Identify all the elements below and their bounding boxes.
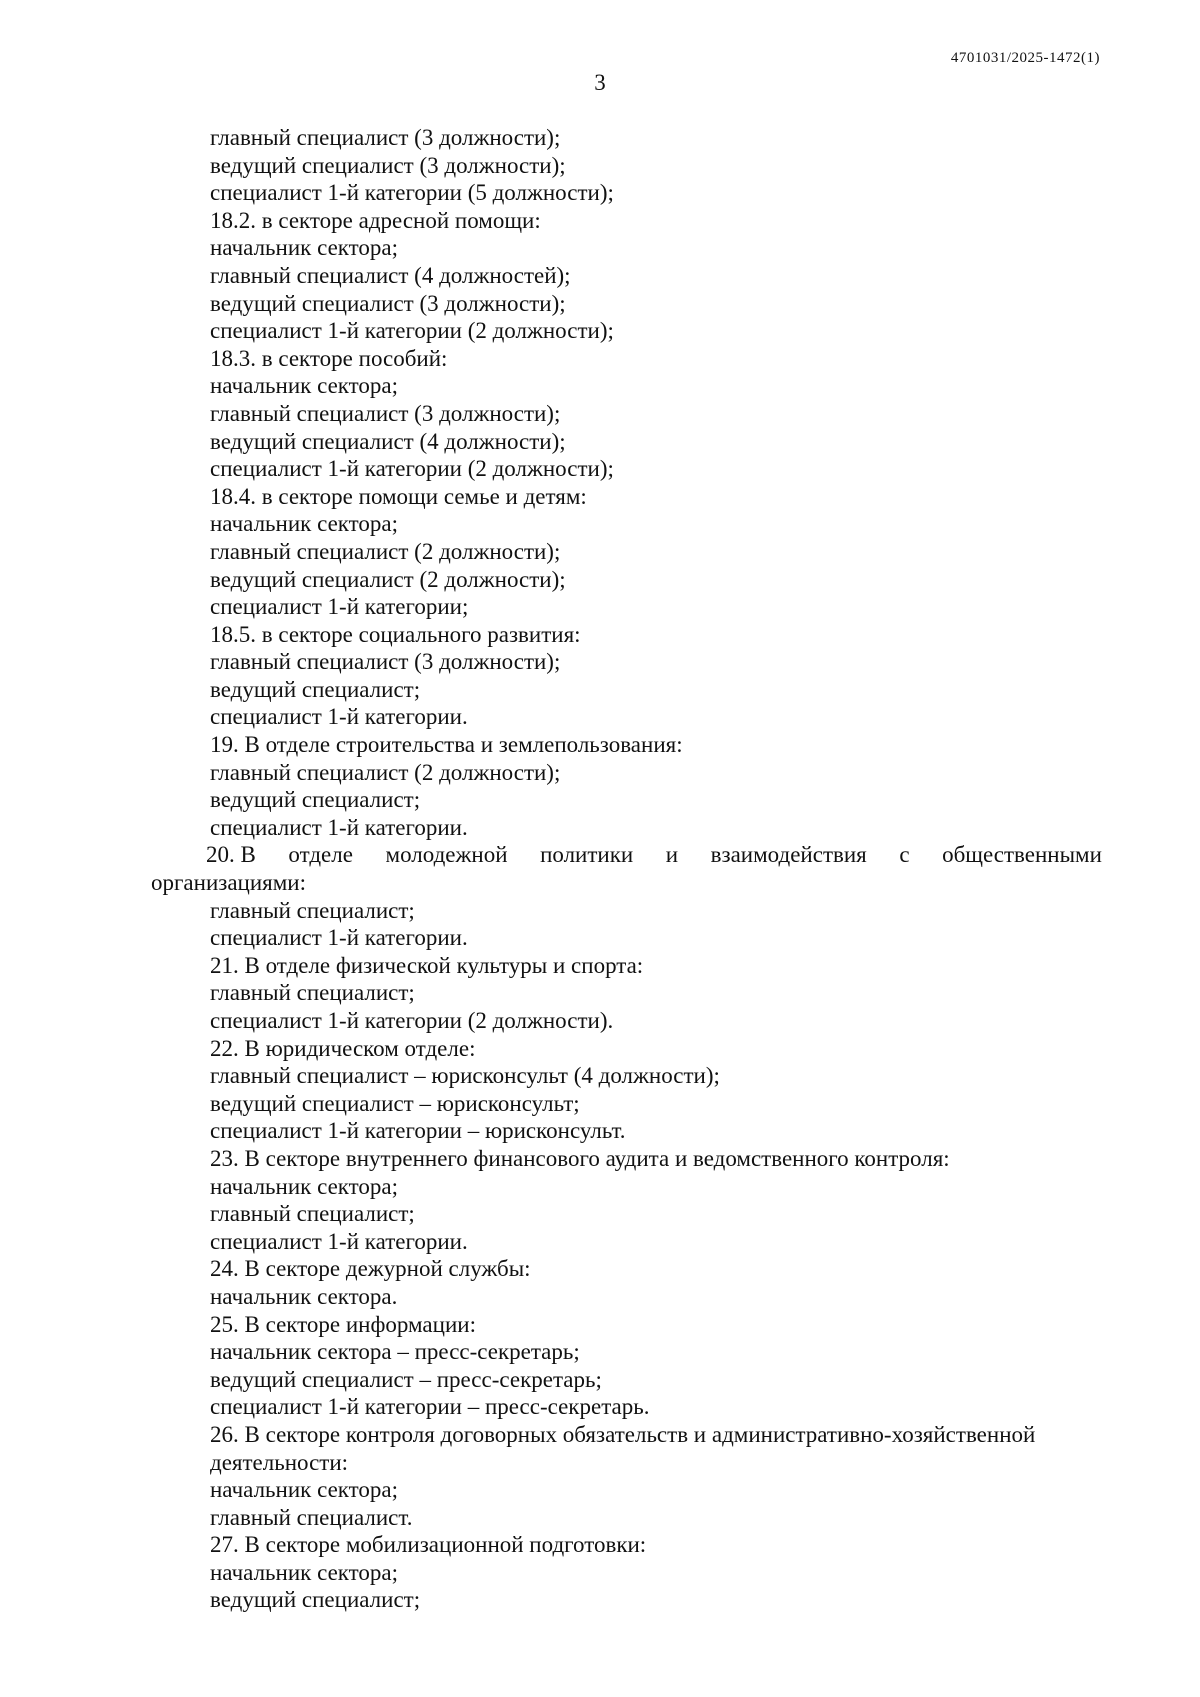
list-item: специалист 1-й категории. xyxy=(210,1228,468,1254)
list-item: специалист 1-й категории – пресс-секретарь. xyxy=(210,1394,650,1420)
list-item: начальник сектора – пресс-секретарь; xyxy=(210,1339,580,1365)
list-item: ведущий специалист – пресс-секретарь; xyxy=(210,1366,602,1392)
document-body xyxy=(151,124,1110,1614)
list-item: главный специалист (3 должности); xyxy=(210,400,561,426)
list-item: главный специалист – юрисконсульт (4 должности); xyxy=(210,1063,720,1089)
list-item: главный специалист; xyxy=(210,980,415,1006)
heading-word: взаимодействия xyxy=(710,842,867,868)
heading-word: и xyxy=(665,842,679,868)
list-item: ведущий специалист; xyxy=(210,676,421,702)
section-heading-25: 25. В секторе информации: xyxy=(210,1311,476,1337)
list-item: главный специалист; xyxy=(210,1201,415,1227)
list-item: специалист 1-й категории. xyxy=(210,704,468,730)
list-item: ведущий специалист; xyxy=(210,787,421,813)
list-item: ведущий специалист (3 должности); xyxy=(210,152,566,178)
section-heading-20 xyxy=(206,841,1102,869)
section-heading-18-4: 18.4. в секторе помощи семье и детям: xyxy=(210,483,587,509)
list-item: главный специалист (2 должности); xyxy=(210,538,561,564)
section-heading-18-5: 18.5. в секторе социального развития: xyxy=(210,621,581,647)
list-item: главный специалист (2 должности); xyxy=(210,759,561,785)
heading-word: политики xyxy=(540,842,634,868)
list-item: специалист 1-й категории – юрисконсульт. xyxy=(210,1118,626,1144)
list-item: главный специалист. xyxy=(210,1504,413,1530)
section-heading-18-2: 18.2. в секторе адресной помощи: xyxy=(210,207,541,233)
list-item: ведущий специалист (4 должности); xyxy=(210,428,566,454)
list-item: ведущий специалист (3 должности); xyxy=(210,290,566,316)
section-heading-24: 24. В секторе дежурной службы: xyxy=(210,1256,531,1282)
heading-word: общественными xyxy=(942,842,1102,868)
section-heading-26: 26. В секторе контроля договорных обязательств и административно-хозяйственной xyxy=(210,1421,1036,1447)
list-item: специалист 1-й категории. xyxy=(210,925,468,951)
section-heading-19: 19. В отделе строительства и землепользования: xyxy=(210,732,683,758)
list-item: ведущий специалист (2 должности); xyxy=(210,566,566,592)
section-heading-27: 27. В секторе мобилизационной подготовки: xyxy=(210,1532,647,1558)
list-item: специалист 1-й категории (2 должности); xyxy=(210,456,614,482)
section-heading-18-3: 18.3. в секторе пособий: xyxy=(210,345,448,371)
list-item: специалист 1-й категории (5 должности); xyxy=(210,180,614,206)
heading-word: молодежной xyxy=(385,842,508,868)
section-heading-21: 21. В отделе физической культуры и спорта: xyxy=(210,952,644,978)
list-item: ведущий специалист; xyxy=(210,1587,421,1613)
list-item: начальник сектора; xyxy=(210,1477,398,1503)
list-item: начальник сектора; xyxy=(210,1559,398,1585)
list-item: начальник сектора; xyxy=(210,235,398,261)
document-registration-number: 4701031/2025-1472(1) xyxy=(950,50,1100,66)
list-item: начальник сектора. xyxy=(210,1283,398,1309)
list-item: специалист 1-й категории. xyxy=(210,814,468,840)
list-item: специалист 1-й категории (2 должности); xyxy=(210,318,614,344)
list-item: начальник сектора; xyxy=(210,373,398,399)
section-heading-22: 22. В юридическом отделе: xyxy=(210,1035,476,1061)
section-heading-23: 23. В секторе внутреннего финансового аудита и ведомственного контроля: xyxy=(210,1145,950,1171)
section-heading-26-continuation: деятельности: xyxy=(210,1449,349,1475)
list-item: главный специалист (3 должности); xyxy=(210,125,561,150)
list-item: главный специалист (4 должностей); xyxy=(210,262,571,288)
heading-word: 20. В xyxy=(206,842,256,868)
heading-word: с xyxy=(899,842,910,868)
list-item: специалист 1-й категории; xyxy=(210,594,469,620)
section-heading-20-continuation: организациями: xyxy=(151,870,307,896)
heading-word: отделе xyxy=(288,842,353,868)
list-item: главный специалист (3 должности); xyxy=(210,649,561,675)
list-item: начальник сектора; xyxy=(210,511,398,537)
list-item: специалист 1-й категории (2 должности). xyxy=(210,1008,614,1033)
list-item: ведущий специалист – юрисконсульт; xyxy=(210,1090,580,1116)
list-item: главный специалист; xyxy=(210,897,415,923)
page-number: 3 xyxy=(594,70,606,95)
list-item: начальник сектора; xyxy=(210,1173,398,1199)
